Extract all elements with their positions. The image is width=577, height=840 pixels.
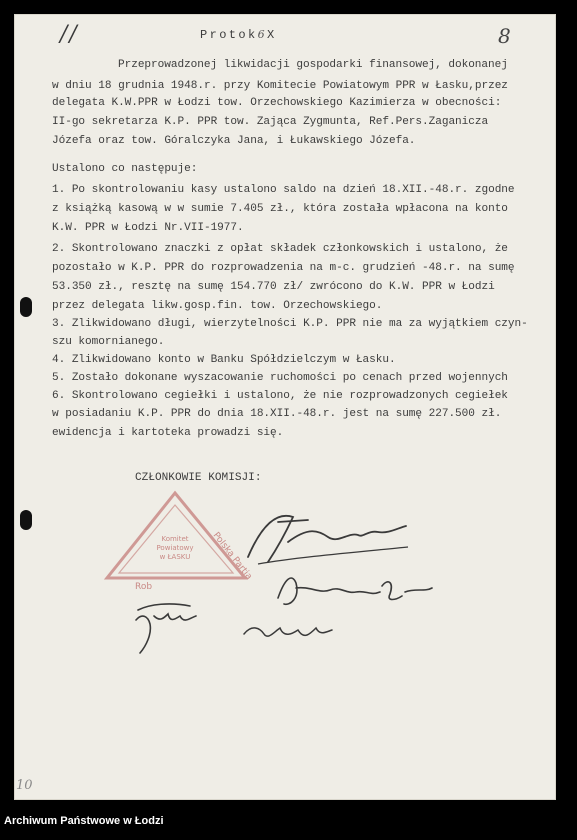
text-line: Józefa oraz tow. Góralczyka Jana, i Łukawskiego Józefa. (52, 135, 416, 147)
stamp-text-mid-1: Komitet (161, 535, 189, 543)
text-line: w dniu 18 grudnia 1948.r. przy Komitecie Powiatowym PPR w Łasku,przez (52, 80, 508, 92)
text-line: Przeprowadzonej likwidacji gospodarki finansowej, dokonanej (118, 59, 508, 71)
signature-2 (270, 568, 440, 613)
signature-3 (130, 598, 210, 658)
party-stamp (95, 483, 255, 593)
punch-hole-top (20, 297, 32, 317)
title-digit: 6 (257, 28, 268, 41)
text-line: delegata K.W.PPR w Łodzi tow. Orzechowskiego Kazimierza w obecności: (52, 97, 502, 109)
corner-mark: // (60, 22, 79, 47)
text-line: 1. Po skontrolowaniu kasy ustalono saldo na dzień 18.XII.-48.r. zgodne (52, 184, 515, 196)
stamp-text-mid-3: w ŁASKU (159, 553, 191, 561)
text-line: pozostało w K.P. PPR do rozprowadzenia na m-c. grudzień -48.r. na sumę (52, 262, 515, 274)
section-heading: Ustalono co następuje: (52, 163, 198, 175)
text-line: ewidencja i kartoteka prowadzi się. (52, 427, 284, 439)
text-line: II-go sekretarza K.P. PPR tow. Zająca Zygmunta, Ref.Pers.Zaganicza (52, 116, 489, 128)
text-line: 4. Zlikwidowano konto w Banku Spółdzielczym w Łasku. (52, 354, 396, 366)
stamp-text-mid-2: Powiatowy (156, 544, 194, 552)
text-line: przez delegata likw.gosp.fin. tow. Orzechowskiego. (52, 300, 383, 312)
page-number: 8 (498, 24, 511, 48)
title-tail: X (267, 28, 277, 42)
stamp-text-bottom: Rob (135, 582, 153, 592)
stamp-text-top: Polska Partia (210, 530, 254, 582)
archive-name: Archiwum Państwowe w Łodzi (4, 815, 164, 827)
commission-label: CZŁONKOWIE KOMISJI: (135, 472, 262, 484)
signature-1 (238, 502, 418, 572)
punch-hole-bottom (20, 510, 32, 530)
pencil-number: 10 (16, 778, 33, 793)
signature-4 (238, 610, 338, 650)
text-line: szu komornianego. (52, 336, 165, 348)
text-line: 6. Skontrolowano cegiełki i ustalono, że nie rozprowadzonych cegiełek (52, 390, 508, 402)
document-title (200, 28, 277, 42)
document-sheet (14, 14, 556, 800)
text-line: w posiadaniu K.P. PPR do dnia 18.XII.-48.r. jest na sumę 227.500 zł. (52, 408, 502, 420)
text-line: 3. Zlikwidowano długi, wierzytelności K.P. PPR nie ma za wyjątkiem czyn- (52, 318, 528, 330)
title-text: Protok (200, 28, 258, 42)
text-line: z książką kasową w w sumie 7.405 zł., która została wpłacona na konto (52, 203, 508, 215)
text-line: K.W. PPR w Łodzi Nr.VII-1977. (52, 222, 244, 234)
text-line: 2. Skontrolowano znaczki z opłat składek członkowskich i ustalono, że (52, 243, 508, 255)
text-line: 53.350 zł., resztę na sumę 154.770 zł/ zwrócono do K.W. PPR w Łodzi (52, 281, 495, 293)
text-line: 5. Zostało dokonane wyszacowanie ruchomości po cenach przed wojennych (52, 372, 508, 384)
